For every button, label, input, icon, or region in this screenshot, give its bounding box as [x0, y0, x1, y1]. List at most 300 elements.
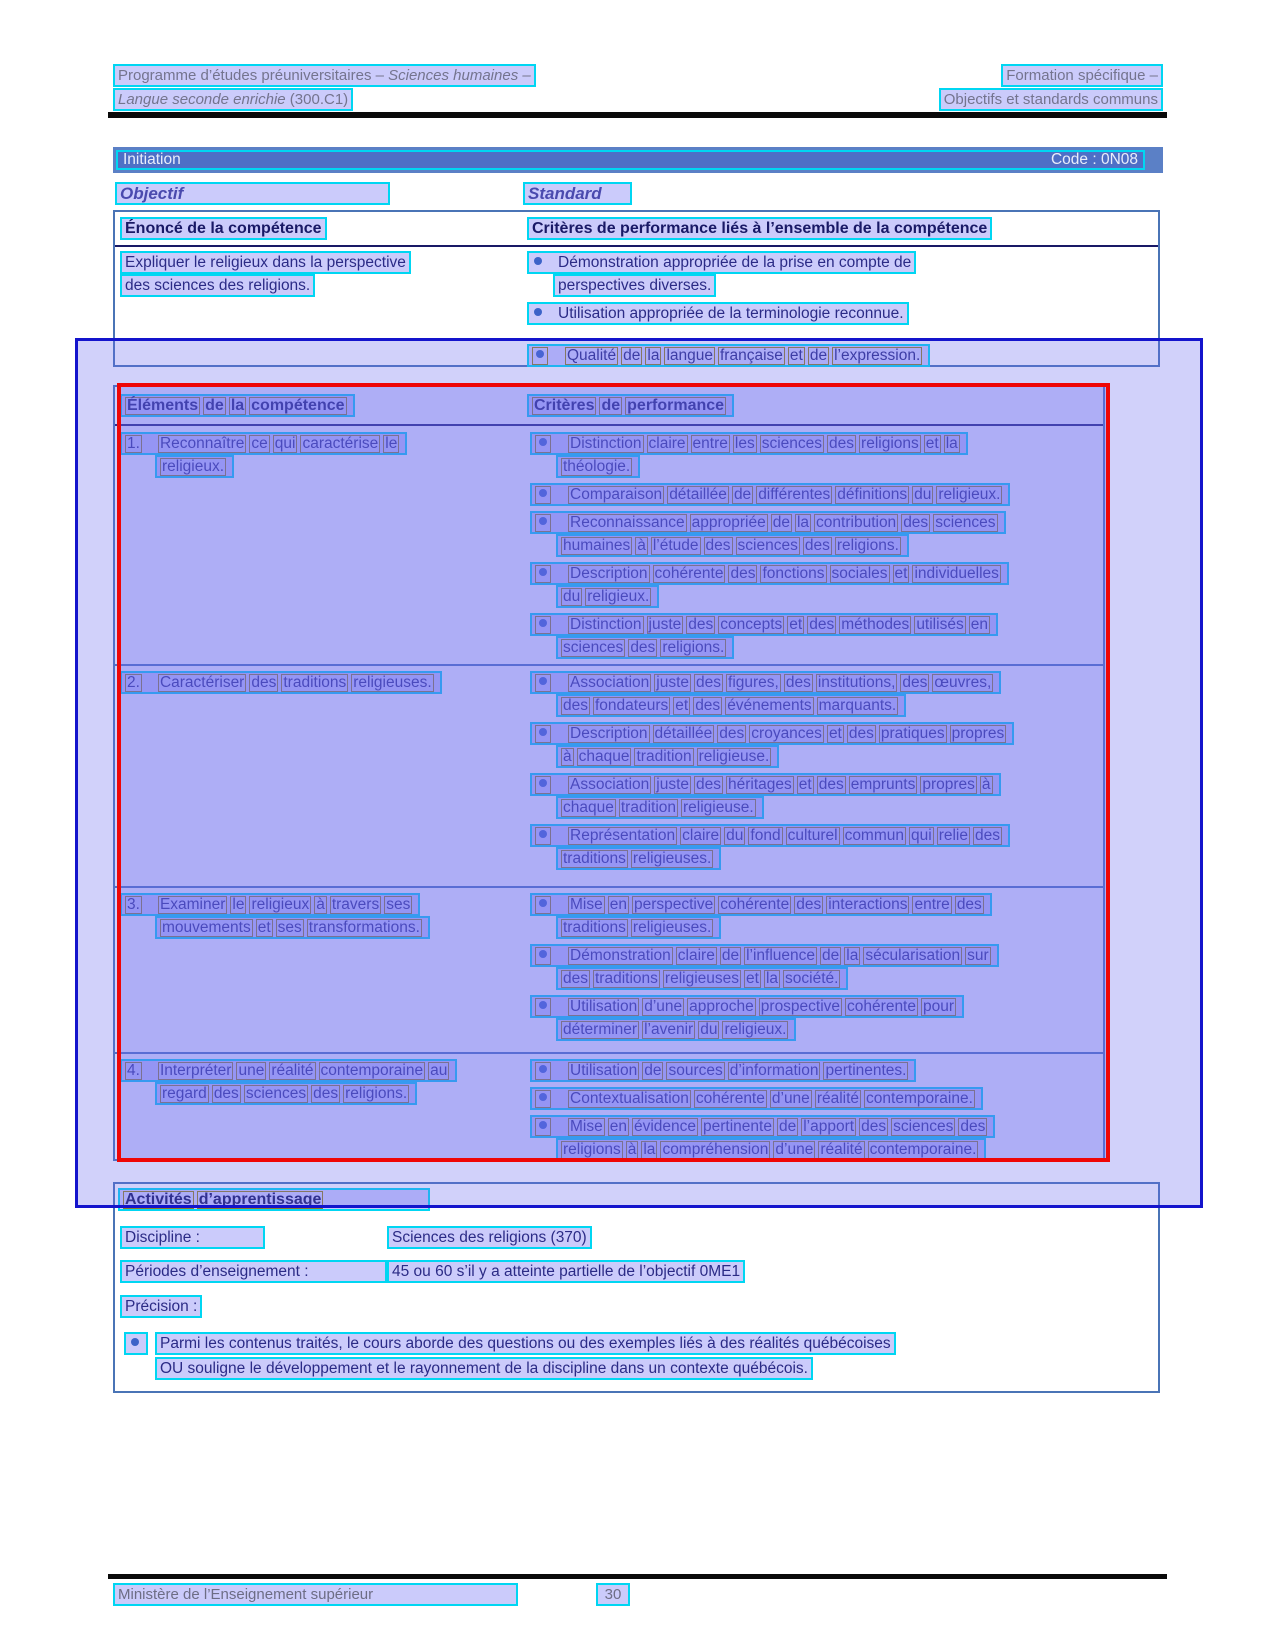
- ocr-word-box: Distinction: [570, 616, 642, 633]
- bullet-box: [532, 254, 544, 271]
- standard-text: Standard: [528, 184, 602, 203]
- text-line: [530, 944, 1097, 967]
- note-line: OU souligne le développement et le rayonnement de la discipline dans un contexte québécois.: [155, 1357, 813, 1380]
- ocr-line-box: [530, 511, 1006, 534]
- ocr-word-box: sciences: [761, 435, 823, 452]
- ocr-word-box: tradition: [636, 748, 692, 765]
- ocr-line-box: [530, 671, 1001, 694]
- ocr-word-box: Éléments: [127, 397, 199, 414]
- ocr-word-box: l’avenir: [644, 1021, 694, 1038]
- table2-col2-header: [527, 394, 734, 417]
- ocr-word-box: des: [903, 514, 929, 531]
- activities-fields: [115, 1184, 1158, 1391]
- ocr-word-box: approche: [689, 998, 754, 1015]
- ocr-word-box: des: [960, 1118, 986, 1135]
- ocr-word-box: contemporaine.: [866, 1090, 973, 1107]
- ocr-word-box: le: [232, 896, 245, 913]
- ocr-word-box: Qualité: [567, 347, 617, 364]
- ocr-word-box: française: [720, 347, 783, 364]
- ocr-word-box: événements: [727, 697, 812, 714]
- ocr-word-box: évidence: [633, 1118, 697, 1135]
- ocr-word-box: religions.: [662, 639, 725, 656]
- ocr-word-box: Représentation: [570, 827, 676, 844]
- text-line: [120, 432, 515, 455]
- ocr-line-box: Démonstration appropriée de la prise en compte de: [527, 251, 916, 274]
- ocr-word-box: déterminer: [563, 1021, 638, 1038]
- ocr-word-box: de: [721, 947, 740, 964]
- bullet-icon: [539, 1001, 547, 1009]
- criterion-item: [527, 251, 930, 297]
- ocr-word-box: contemporaine: [320, 1062, 424, 1079]
- ocr-word-box: cohérente: [654, 565, 724, 582]
- ocr-word-box: performance: [627, 397, 725, 414]
- ocr-word-box: Description: [570, 725, 648, 742]
- ocr-word-box: culturel: [787, 827, 838, 844]
- ocr-word-box: religions.: [836, 537, 899, 554]
- ocr-word-box: du: [726, 827, 744, 844]
- bullet-box: [535, 674, 551, 692]
- text-line: [530, 562, 1097, 585]
- header-program-italic: Sciences humaines –: [388, 67, 531, 84]
- ocr-word-box: de: [205, 397, 224, 414]
- ocr-word-box: religieux.: [162, 458, 225, 475]
- text-line: [556, 847, 1097, 870]
- text-line: [556, 967, 1097, 990]
- criterion-item: [530, 995, 1097, 1041]
- bullet-box: [535, 486, 551, 504]
- ocr-word-box: héritages: [728, 776, 792, 793]
- ocr-word-box: Examiner: [159, 896, 226, 913]
- text-line: [556, 534, 1097, 557]
- ocr-line-box: [120, 671, 442, 694]
- ocr-word-box: qui: [911, 827, 932, 844]
- criterion-item: [530, 722, 1097, 768]
- ocr-word-box: ses: [386, 896, 411, 913]
- ocr-word-box: de: [822, 947, 840, 964]
- header-langue-italic: Langue seconde enrichie: [118, 91, 286, 108]
- text-line: [556, 745, 1097, 768]
- ocr-word-box: à: [981, 776, 991, 793]
- text-line: [530, 1087, 1097, 1110]
- bullet-icon: [534, 308, 542, 316]
- criterion-item: [527, 302, 930, 325]
- element-row: [115, 1052, 1103, 1162]
- ocr-word-box: détaillée: [669, 486, 727, 503]
- table1-col2-header-text: Critères de performance liés à l’ensemble de la compétence: [532, 220, 988, 237]
- bullet-box: [535, 514, 551, 532]
- ocr-line-box: [556, 534, 909, 557]
- ocr-word-box: concepts: [720, 616, 783, 633]
- ocr-word-box: sociales: [831, 565, 888, 582]
- criterion-item: [530, 562, 1097, 608]
- ocr-word-box: prospective: [760, 998, 841, 1015]
- ocr-word-box: perspective: [633, 896, 714, 913]
- header-langue-title: [113, 88, 353, 111]
- ocr-word-box: d’une: [775, 1141, 814, 1158]
- note-bullet-box: [124, 1332, 148, 1355]
- ocr-word-box: cohérente: [847, 998, 916, 1015]
- note-line: Parmi les contenus traités, le cours aborde des questions ou des exemples liés à des réalités québécoises: [155, 1332, 896, 1355]
- ocr-word-box: et: [746, 970, 759, 987]
- ocr-word-box: la: [796, 514, 810, 531]
- ocr-word-box: tradition: [620, 799, 677, 816]
- ocr-word-box: des: [213, 1085, 239, 1102]
- ocr-word-box: au: [430, 1062, 448, 1079]
- bullet-icon: [534, 257, 542, 265]
- bullet-icon: [536, 350, 544, 358]
- ocr-word-box: langue: [666, 347, 713, 364]
- ocr-word-box: juste: [648, 616, 682, 633]
- header-program-prefix: Programme d’études préuniversitaires –: [118, 67, 389, 84]
- criterion-item: [530, 1059, 1097, 1082]
- ocr-word-box: à: [627, 1141, 637, 1158]
- ocr-word-box: en: [609, 1118, 627, 1135]
- ocr-word-box: entre: [692, 435, 728, 452]
- text-line: [530, 824, 1097, 847]
- bullet-icon: [539, 677, 547, 685]
- ocr-word-box: religieuses.: [632, 919, 712, 936]
- ocr-word-box: des: [563, 970, 588, 987]
- ocr-line-box: [556, 455, 640, 478]
- ocr-word-box: sciences: [935, 514, 996, 531]
- bullet-box: [535, 1090, 551, 1108]
- ocr-word-box: œuvres,: [934, 674, 992, 691]
- ocr-word-box: Comparaison: [570, 486, 663, 503]
- general-criteria-list: [527, 251, 930, 367]
- text-line: [556, 1018, 1097, 1041]
- ocr-word-box: marquants.: [818, 697, 897, 714]
- ocr-word-box: Association: [570, 776, 650, 793]
- element-cell: [120, 1059, 515, 1105]
- ocr-word-box: différentes: [758, 486, 831, 503]
- ocr-line-box: [527, 344, 930, 367]
- ocr-word-box: des: [804, 537, 830, 554]
- ocr-word-box: des: [902, 674, 928, 691]
- ocr-word-box: traditions: [563, 850, 626, 867]
- ocr-line-box: [556, 1138, 986, 1161]
- ocr-line-box: [530, 773, 1001, 796]
- ocr-line-box: [155, 455, 234, 478]
- ocr-word-box: le: [385, 435, 398, 452]
- criterion-item: [530, 824, 1097, 870]
- ocr-word-box: la: [647, 347, 660, 364]
- ocr-word-box: fonctions: [762, 565, 825, 582]
- text-line: [556, 1138, 1097, 1161]
- ocr-word-box: du: [563, 588, 581, 605]
- ocr-line-box: [530, 1087, 983, 1110]
- ocr-word-box: sources: [668, 1062, 723, 1079]
- ocr-word-box: et: [828, 725, 842, 742]
- item-number: 1.: [127, 435, 140, 452]
- ocr-line-box: Utilisation appropriée de la terminologie reconnue.: [527, 302, 909, 325]
- ocr-word-box: des: [705, 537, 731, 554]
- ocr-line-box: perspectives diverses.: [553, 274, 716, 297]
- text-line: [527, 251, 930, 274]
- bullet-box: [535, 565, 551, 583]
- ocr-word-box: Utilisation: [570, 1062, 638, 1079]
- ocr-word-box: compréhension: [662, 1141, 769, 1158]
- ocr-word-box: interactions: [828, 896, 908, 913]
- table1-col1-header-text: Énoncé de la compétence: [125, 220, 322, 237]
- ocr-word-box: ses: [277, 919, 302, 936]
- text-line: [155, 916, 515, 939]
- ocr-word-box: l’expression.: [834, 347, 921, 364]
- ocr-word-box: claire: [682, 827, 720, 844]
- ocr-word-box: religieux.: [587, 588, 650, 605]
- ocr-word-box: des: [688, 616, 714, 633]
- ocr-word-box: et: [798, 776, 812, 793]
- ocr-word-box: Activités: [125, 1191, 192, 1208]
- ocr-word-box: la: [643, 1141, 656, 1158]
- ocr-line-box: [556, 1018, 796, 1041]
- ocr-word-box: et: [789, 616, 803, 633]
- ocr-word-box: caractérise: [302, 435, 379, 452]
- ocr-word-box: relie: [938, 827, 968, 844]
- criterion-item: [530, 1087, 1097, 1110]
- objectif-label: [115, 182, 390, 205]
- ocr-word-box: d’apprentissage: [198, 1191, 322, 1208]
- ocr-word-box: religions: [861, 435, 919, 452]
- ocr-line-box: [530, 483, 1010, 506]
- ocr-word-box: Interpréter: [159, 1062, 232, 1079]
- ocr-word-box: propres: [922, 776, 975, 793]
- element-row: [115, 886, 1103, 1052]
- ocr-word-box: religieuse.: [683, 799, 754, 816]
- table2-header-underline: [115, 424, 1103, 426]
- ocr-word-box: la: [846, 947, 859, 964]
- footer-ministry: [113, 1583, 518, 1606]
- text-line: [120, 251, 411, 274]
- ocr-line-box: [556, 847, 721, 870]
- ocr-line-box: Expliquer le religieux dans la perspective: [120, 251, 411, 274]
- text-line: [530, 995, 1097, 1018]
- ocr-word-box: religieux.: [724, 1021, 787, 1038]
- ocr-word-box: religions.: [345, 1085, 408, 1102]
- ocr-line-box: [120, 1059, 457, 1082]
- course-code: Code : 0N08: [1050, 151, 1138, 168]
- text-line: [553, 274, 930, 297]
- ocr-word-box: sciences: [737, 537, 798, 554]
- ocr-word-box: sciences: [563, 639, 624, 656]
- text-line: [530, 773, 1097, 796]
- criterion-item: [530, 432, 1097, 478]
- criterion-item: [530, 671, 1097, 717]
- field-value: Sciences des religions (370): [387, 1226, 592, 1249]
- competence-statement: [120, 251, 411, 297]
- ocr-word-box: Description: [570, 565, 648, 582]
- ocr-word-box: claire: [677, 947, 715, 964]
- field-label: Discipline :: [120, 1226, 265, 1249]
- text-line: [527, 344, 930, 367]
- ocr-word-box: des: [251, 674, 277, 691]
- header-objectifs-label: [939, 88, 1163, 111]
- bullet-box: [535, 725, 551, 743]
- ocr-word-box: traditions: [595, 970, 658, 987]
- ocr-word-box: d’une: [771, 1090, 810, 1107]
- text-line: [530, 432, 1097, 455]
- text-line: [527, 302, 930, 325]
- ocr-line-box: [530, 824, 1010, 847]
- ocr-word-box: des: [809, 616, 835, 633]
- ocr-word-box: de: [601, 397, 621, 414]
- ocr-word-box: Mise: [570, 896, 603, 913]
- ocr-word-box: figures,: [728, 674, 779, 691]
- bullet-box: [535, 1118, 551, 1136]
- ocr-word-box: des: [796, 896, 822, 913]
- ocr-word-box: en: [970, 616, 988, 633]
- ocr-word-box: des: [563, 697, 588, 714]
- ocr-word-box: du: [914, 486, 932, 503]
- ocr-word-box: des: [730, 565, 756, 582]
- ocr-line-box: [556, 636, 734, 659]
- header-langue-code: (300.C1): [285, 91, 349, 108]
- ocr-word-box: société.: [785, 970, 839, 987]
- ocr-word-box: une: [238, 1062, 265, 1079]
- text-line: [155, 1082, 515, 1105]
- ocr-word-box: cohérente: [720, 896, 790, 913]
- ocr-word-box: religieuses.: [353, 674, 432, 691]
- ocr-word-box: des: [785, 674, 811, 691]
- ocr-word-box: réalité: [816, 1090, 860, 1107]
- header-rule: [108, 112, 1167, 118]
- bullet-icon: [539, 619, 547, 627]
- bullet-icon: [539, 950, 547, 958]
- bullet-box: [535, 896, 551, 914]
- ocr-word-box: Démonstration: [570, 947, 671, 964]
- ocr-word-box: ce: [251, 435, 268, 452]
- ocr-word-box: transformations.: [308, 919, 420, 936]
- bullet-box: [532, 305, 544, 322]
- competence-elements-table: [113, 385, 1105, 1161]
- ocr-word-box: en: [609, 896, 627, 913]
- standard-label: [523, 182, 632, 205]
- ocr-word-box: religieuses.: [632, 850, 712, 867]
- bullet-box: [535, 998, 551, 1016]
- ocr-word-box: Contextualisation: [570, 1090, 689, 1107]
- bullet-icon: [539, 728, 547, 736]
- text-line: [530, 893, 1097, 916]
- ocr-word-box: la: [945, 435, 958, 452]
- text-line: [556, 636, 1097, 659]
- element-row: [115, 427, 1103, 664]
- ocr-word-box: entre: [914, 896, 950, 913]
- initiation-title-bar: [113, 147, 1163, 173]
- ocr-word-box: humaines: [563, 537, 631, 554]
- text-line: [120, 671, 515, 694]
- ocr-word-box: des: [695, 697, 721, 714]
- ocr-word-box: utilisés: [916, 616, 964, 633]
- ocr-word-box: pertinentes.: [825, 1062, 907, 1079]
- ocr-word-box: Distinction: [570, 435, 642, 452]
- criterion-item: [530, 511, 1097, 557]
- ocr-line-box: des sciences des religions.: [120, 274, 315, 297]
- text-line: [530, 511, 1097, 534]
- objectif-text: Objectif: [120, 184, 184, 203]
- field-label: Précision :: [120, 1295, 202, 1318]
- text-line: [530, 1059, 1097, 1082]
- ocr-line-box: [530, 1059, 916, 1082]
- text-line: [120, 274, 411, 297]
- ocr-word-box: l’influence: [746, 947, 816, 964]
- ocr-word-box: Caractériser: [159, 674, 245, 691]
- course-title: Initiation: [123, 151, 181, 168]
- ocr-word-box: de: [733, 486, 752, 503]
- ocr-word-box: juste: [656, 776, 690, 793]
- ocr-word-box: Critères: [534, 397, 595, 414]
- ocr-word-box: des: [829, 435, 855, 452]
- ocr-word-box: compétence: [251, 397, 345, 414]
- criterion-item: [530, 1115, 1097, 1161]
- bullet-box: [535, 1062, 551, 1080]
- item-number: 2.: [127, 674, 140, 691]
- bullet-icon: [539, 517, 547, 525]
- ocr-word-box: croyances: [751, 725, 822, 742]
- text-line: [120, 893, 515, 916]
- ocr-word-box: à: [316, 896, 325, 913]
- ocr-word-box: pertinente: [703, 1118, 772, 1135]
- element-row: [115, 664, 1103, 886]
- criteria-cell: [530, 1059, 1103, 1161]
- ocr-word-box: des: [848, 725, 874, 742]
- criterion-item: [530, 893, 1097, 939]
- bullet-icon: [539, 1093, 547, 1101]
- ocr-word-box: qui: [274, 435, 296, 452]
- ocr-word-box: mouvements: [162, 919, 251, 936]
- ocr-word-box: traditions: [563, 919, 626, 936]
- ocr-word-box: et: [789, 347, 803, 364]
- bullet-box: [535, 616, 551, 634]
- competence-statement-table: [113, 210, 1160, 367]
- text-line: [556, 916, 1097, 939]
- text-line: [530, 613, 1097, 636]
- ocr-word-box: à: [637, 537, 646, 554]
- bullet-icon: [539, 489, 547, 497]
- ocr-line-box: [120, 432, 407, 455]
- ocr-word-box: Reconnaissance: [570, 514, 685, 531]
- ocr-line-box: [530, 944, 999, 967]
- ocr-word-box: des: [696, 776, 722, 793]
- ocr-word-box: la: [765, 970, 779, 987]
- text-line: [556, 455, 1097, 478]
- bullet-icon: [539, 779, 547, 787]
- text-line: [155, 455, 515, 478]
- ocr-word-box: et: [894, 565, 908, 582]
- bullet-icon: [539, 830, 547, 838]
- ocr-word-box: et: [257, 919, 271, 936]
- ocr-word-box: de: [644, 1062, 662, 1079]
- ocr-line-box: [530, 1115, 995, 1138]
- ocr-word-box: réalité: [820, 1141, 863, 1158]
- ocr-word-box: sciences: [245, 1085, 307, 1102]
- criteria-cell: [530, 432, 1103, 659]
- ocr-word-box: religions: [563, 1141, 621, 1158]
- text-line: [556, 585, 1097, 608]
- bullet-box: [535, 947, 551, 965]
- text-line: [120, 1059, 515, 1082]
- ocr-word-box: individuelles: [914, 565, 999, 582]
- ocr-line-box: [120, 893, 420, 916]
- ocr-word-box: des: [696, 674, 722, 691]
- ocr-line-box: [530, 432, 968, 455]
- ocr-word-box: des: [818, 776, 844, 793]
- criterion-item: [530, 773, 1097, 819]
- ocr-word-box: pour: [923, 998, 955, 1015]
- ocr-word-box: commun: [844, 827, 904, 844]
- criteria-cell: [530, 671, 1103, 870]
- ocr-word-box: sciences: [893, 1118, 954, 1135]
- ocr-word-box: définitions: [837, 486, 908, 503]
- text-line: [530, 722, 1097, 745]
